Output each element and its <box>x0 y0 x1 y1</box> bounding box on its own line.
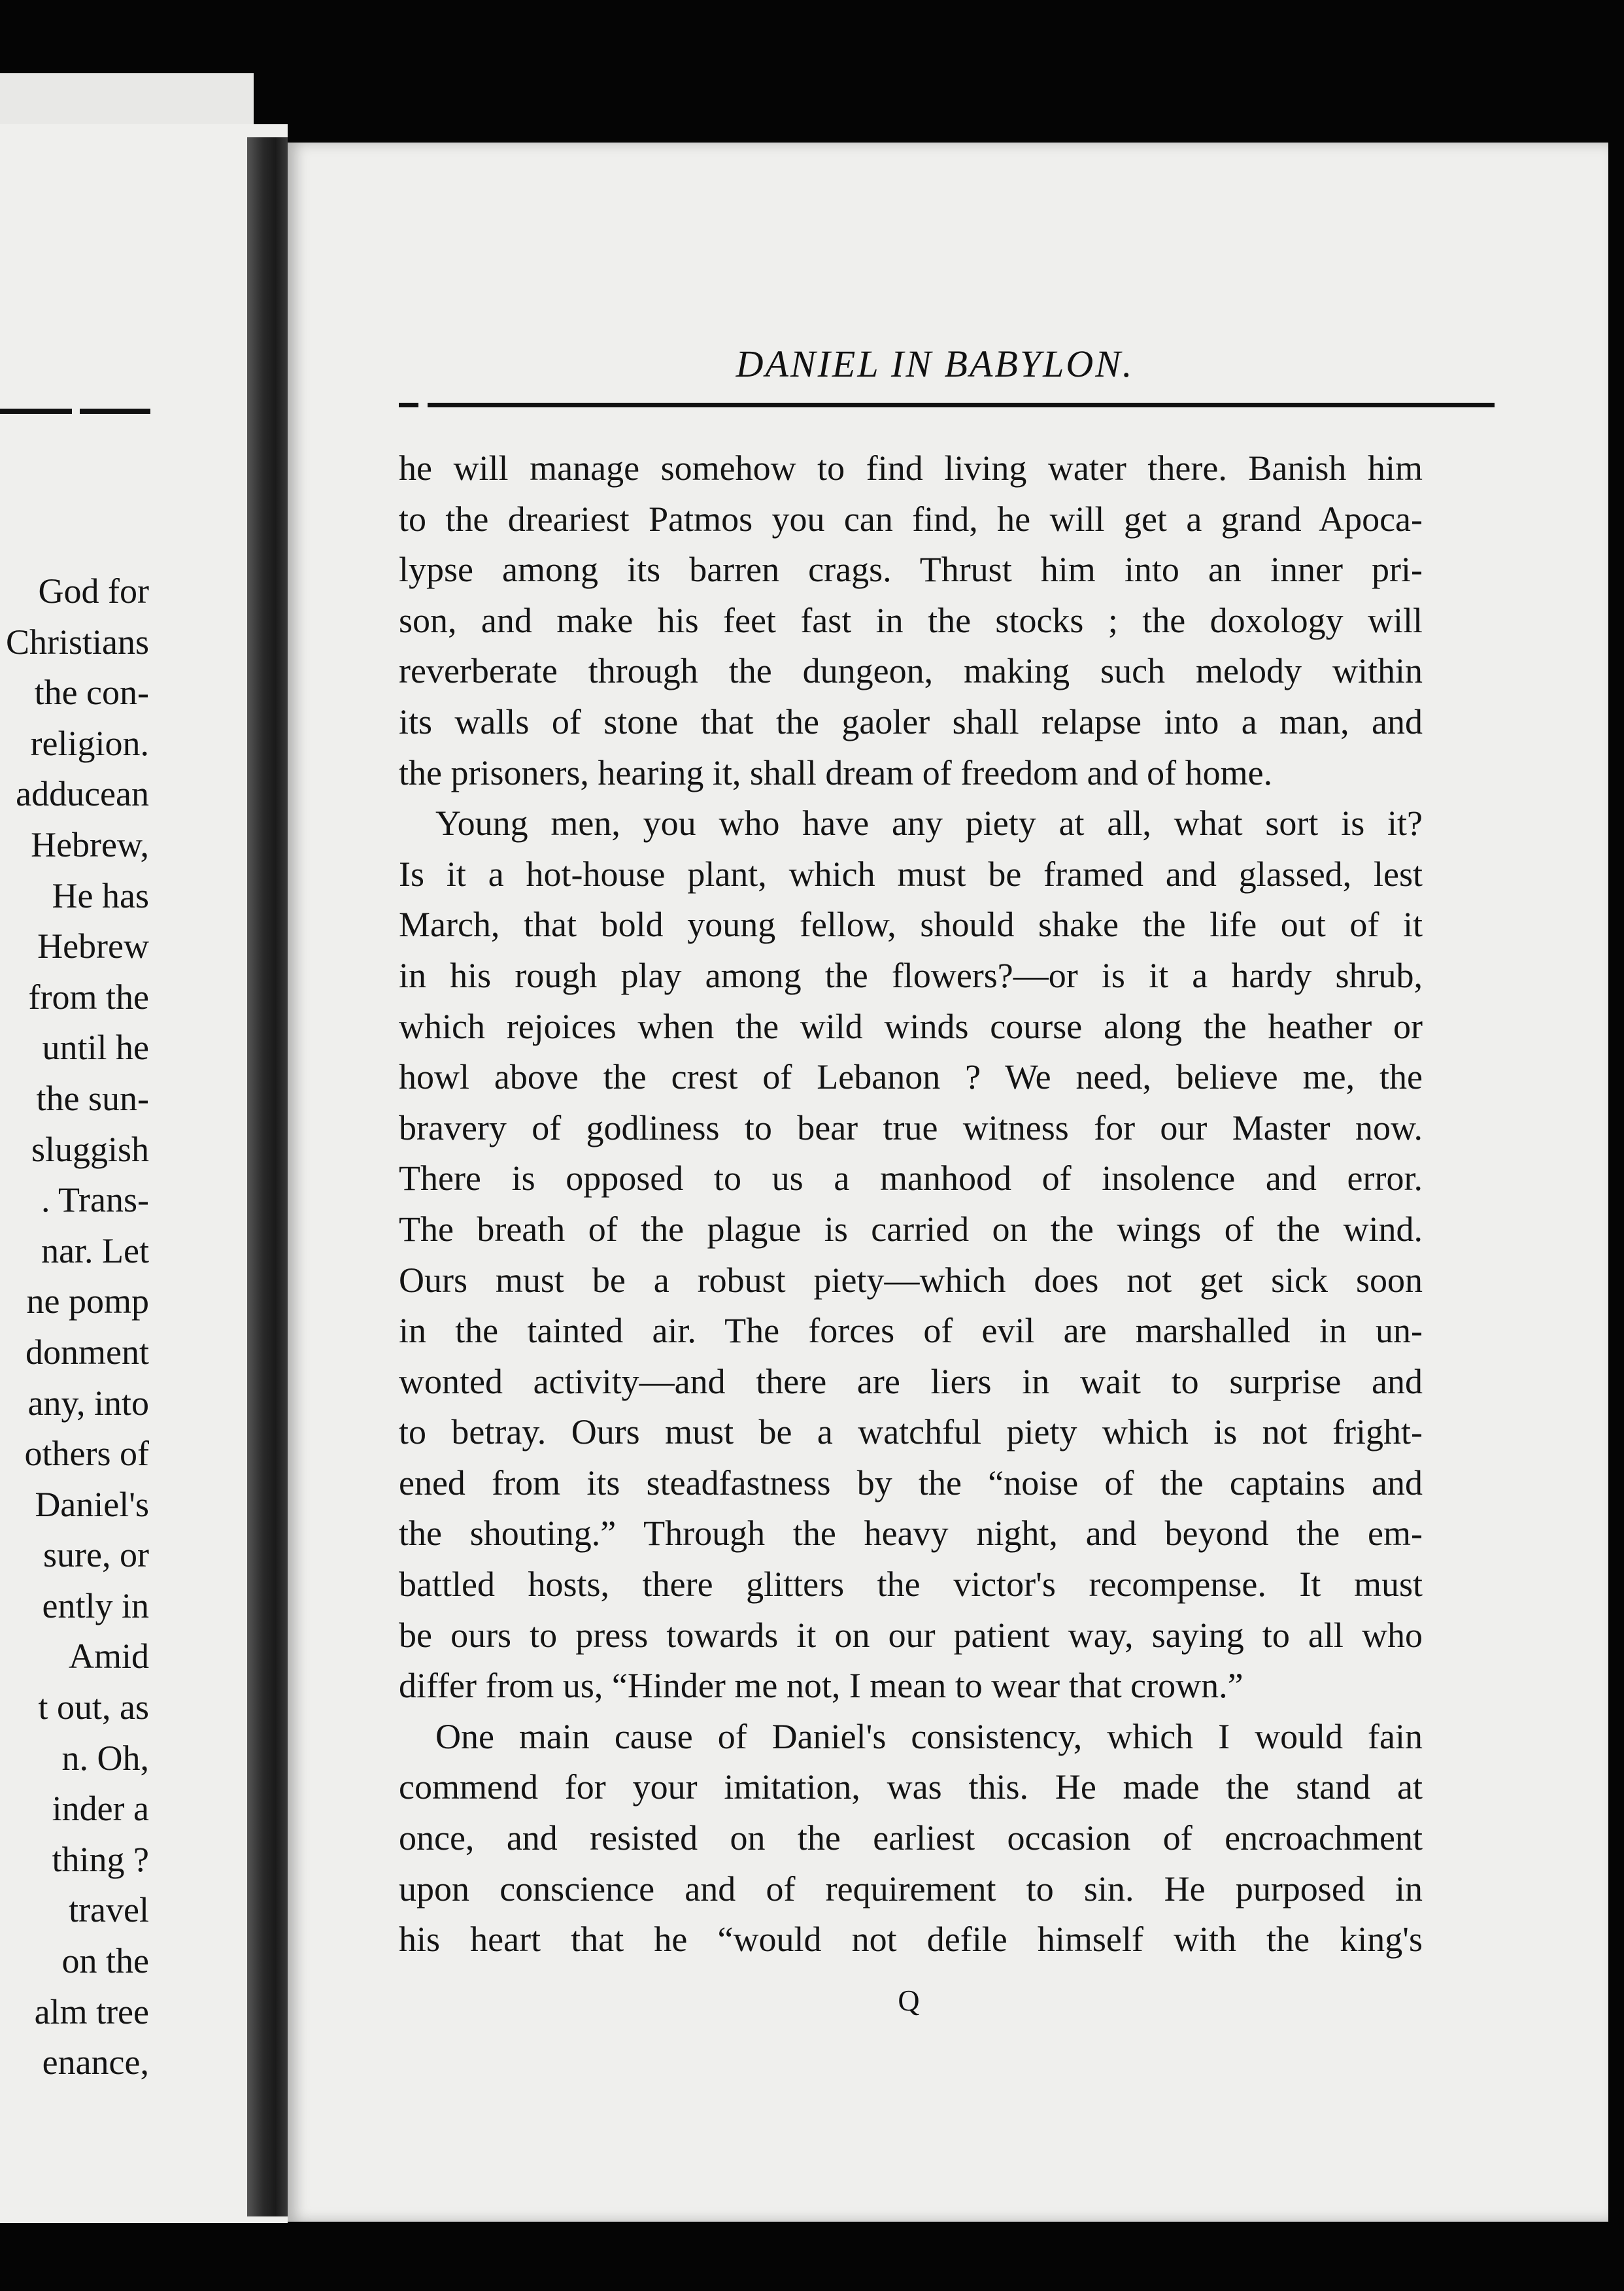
header-rule-gap <box>418 403 428 407</box>
text-line: ened from its steadfastness by the “noise of the captains and <box>399 1463 1423 1502</box>
left-page-line: n. Oh, <box>61 1738 149 1778</box>
left-page-line: thing ? <box>52 1839 149 1879</box>
text-line: March, that bold young fellow, should shake the life out of it <box>399 905 1423 945</box>
text-line: wonted activity—and there are liers in wait to surprise and <box>399 1361 1423 1401</box>
text-line: once, and resisted on the earliest occasion of encroachment <box>399 1818 1423 1858</box>
left-page-line: Daniel's <box>35 1484 149 1524</box>
left-page-line: sure, or <box>43 1535 149 1575</box>
left-page-line: ently in <box>42 1586 149 1625</box>
text-line: There is opposed to us a manhood of insolence and error. <box>399 1159 1423 1198</box>
signature-mark: Q <box>898 1984 920 2017</box>
left-page-line: sluggish <box>31 1129 149 1169</box>
left-page-line: He has <box>52 875 149 915</box>
text-line: Is it a hot-house plant, which must be framed and glassed, lest <box>399 854 1423 894</box>
text-line: in the tainted air. The forces of evil are marshalled in un- <box>399 1311 1423 1351</box>
text-line: the shouting.” Through the heavy night, and beyond the em- <box>399 1514 1423 1553</box>
text-line: Young men, you who have any piety at all, what sort is it? <box>435 804 1423 843</box>
text-line: the prisoners, hearing it, shall dream of freedom and of home. <box>399 753 1273 792</box>
left-page-line: adducean <box>16 774 149 814</box>
left-page-line: the sun- <box>36 1078 149 1118</box>
text-line: The breath of the plague is carried on the wings of the wind. <box>399 1209 1423 1249</box>
left-page-line: until he <box>42 1028 149 1068</box>
left-page-line: on the <box>61 1941 149 1981</box>
left-page-line: t out, as <box>38 1688 149 1727</box>
left-page-line: from the <box>28 977 149 1017</box>
text-line: he will manage somehow to find living water there. Banish him <box>399 449 1423 488</box>
left-page-header-rule <box>80 409 150 414</box>
text-line: reverberate through the dungeon, making such melody within <box>399 651 1423 691</box>
book-gutter <box>247 137 288 2216</box>
left-page-line: the con- <box>34 673 149 713</box>
text-line: to betray. Ours must be a watchful piety which is not fright- <box>399 1412 1423 1452</box>
text-line: its walls of stone that the gaoler shall relapse into a man, and <box>399 702 1423 741</box>
text-line: One main cause of Daniel's consistency, which I would fain <box>435 1716 1423 1756</box>
text-line: battled hosts, there glitters the victor's recompense. It must <box>399 1565 1423 1604</box>
text-line: his heart that he “would not defile himself with the king's <box>399 1920 1423 1960</box>
left-page-line: Amid <box>68 1637 149 1676</box>
text-line: lypse among its barren crags. Thrust him into an inner pri- <box>399 550 1423 590</box>
left-page-line: Christians <box>5 622 149 662</box>
left-page-line: inder a <box>52 1789 149 1829</box>
left-page-line: donment <box>25 1332 149 1372</box>
left-page-header-rule <box>0 409 72 414</box>
left-page-line: nar. Let <box>41 1230 149 1270</box>
left-page-line: travel <box>69 1890 149 1930</box>
left-page <box>0 124 288 2223</box>
text-line: howl above the crest of Lebanon ? We need, believe me, the <box>399 1057 1423 1097</box>
text-line: which rejoices when the wild winds course along the heather or <box>399 1006 1423 1046</box>
running-head: DANIEL IN BABYLON. <box>736 343 1134 385</box>
right-page <box>288 143 1608 2222</box>
body-text <box>399 443 1423 1965</box>
left-page-line: religion. <box>30 723 149 763</box>
left-page-line: ne pomp <box>26 1281 149 1321</box>
left-page-line: Hebrew <box>37 926 149 966</box>
left-page-line: God for <box>38 571 149 611</box>
left-page-text <box>0 566 149 2088</box>
header-rule <box>399 403 1495 407</box>
text-line: Ours must be a robust piety—which does not get sick soon <box>399 1260 1423 1300</box>
text-line: upon conscience and of requirement to sin. He purposed in <box>399 1869 1423 1909</box>
text-line: be ours to press towards it on our patient way, saying to all who <box>399 1615 1423 1655</box>
text-line: in his rough play among the flowers?—or is it a hardy shrub, <box>399 955 1423 995</box>
left-page-line: Hebrew, <box>31 824 149 864</box>
left-page-line: any, into <box>27 1383 149 1423</box>
left-page-line: others of <box>24 1434 149 1474</box>
left-page-line: . Trans- <box>41 1180 149 1220</box>
text-line: bravery of godliness to bear true witness for our Master now. <box>399 1108 1423 1147</box>
left-page-line: alm tree <box>34 1992 149 2031</box>
left-page-line: enance, <box>42 2043 149 2082</box>
text-line: to the dreariest Patmos you can find, he will get a grand Apoca- <box>399 499 1423 539</box>
text-line: commend for your imitation, was this. He made the stand at <box>399 1767 1423 1807</box>
text-line: differ from us, “Hinder me not, I mean to wear that crown.” <box>399 1666 1243 1706</box>
text-line: son, and make his feet fast in the stocks ; the doxology will <box>399 600 1423 640</box>
